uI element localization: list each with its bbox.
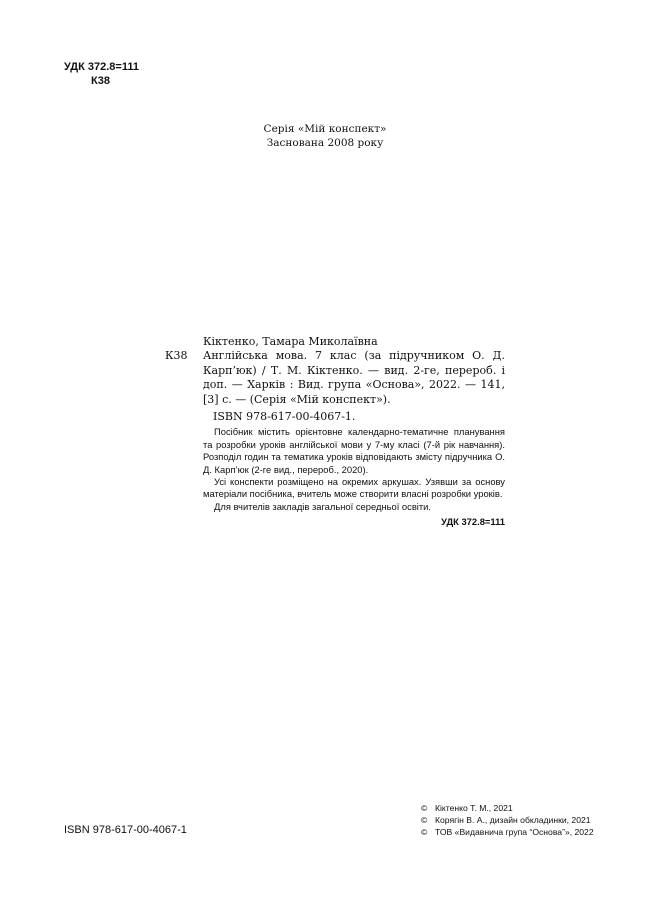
- copyright-text: Кіктенко Т. М., 2021: [435, 803, 513, 813]
- card-bibliographic-description: Англійська мова. 7 клас (за підручником О. Д. Карп’юк) / Т. М. Кіктенко. — вид. 2-ге, перероб. і доп. — Харків : Вид. група «Основа», 2022. — 141, [3] с. — (Серія «Мій конспект»).: [203, 349, 505, 406]
- copyright-block: [421, 802, 594, 839]
- copyright-line: [421, 814, 594, 826]
- udk-header: [64, 60, 139, 88]
- isbn-footer: ISBN 978-617-00-4067-1: [64, 824, 187, 836]
- series-name: Серія «Мій конспект»: [263, 123, 387, 135]
- copyright-icon: ©: [421, 815, 428, 826]
- card-author-sign: К38: [165, 349, 188, 362]
- annotation-paragraph: Посібник містить орієнтовне календарно-тематичне планування та розробки уроків англійської мови у 7-му класі (7-й рік навчання). Розподіл годин та тематика уроків відповідають змісту підручника О. Д. Карп’юк (2-ге вид., перероб., 2020).: [203, 426, 505, 475]
- copyright-text: Корягін В. А., дизайн обкладинки, 2021: [435, 815, 591, 826]
- copyright-line: [421, 802, 594, 814]
- copyright-icon: ©: [421, 827, 428, 838]
- copyright-line: [421, 826, 594, 838]
- copyright-icon: ©: [421, 803, 428, 813]
- series-info: [0, 122, 650, 150]
- card-isbn: ISBN 978-617-00-4067-1.: [213, 410, 356, 424]
- annotation-paragraph: Усі конспекти розміщено на окремих аркушах. Узявши за основу матеріали посібника, вчитель може створити власні розробки уроків.: [203, 476, 505, 500]
- udk-code: УДК 372.8=111: [64, 61, 139, 73]
- card-udk: УДК 372.8=111: [441, 516, 505, 528]
- card-author: Кіктенко, Тамара Миколаївна: [203, 335, 378, 348]
- card-annotation: [165, 426, 505, 513]
- series-founded: Заснована 2008 року: [266, 137, 384, 149]
- author-sign: К38: [91, 75, 110, 87]
- copyright-text: ТОВ «Видавнича група “Основа”», 2022: [435, 827, 594, 838]
- annotation-paragraph: Для вчителів закладів загальної середньої освіти.: [214, 500, 432, 512]
- catalog-card: [165, 334, 505, 528]
